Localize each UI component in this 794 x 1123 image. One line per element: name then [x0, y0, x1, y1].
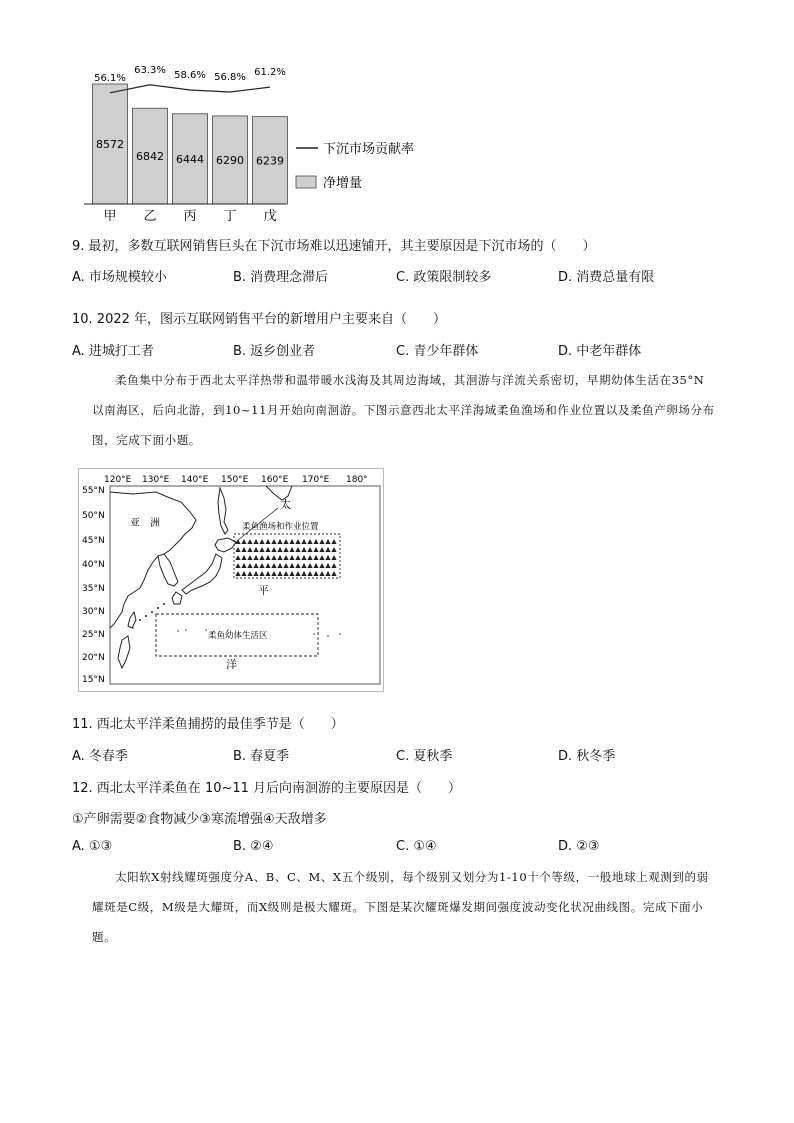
- question-12-stem: 12. 西北太平洋柔鱼在 10~11 月后向南洄游的主要原因是（ ）: [72, 781, 462, 796]
- category-label: 甲: [103, 209, 117, 224]
- rate-value-label: 58.6%: [174, 70, 206, 81]
- question-11-stem: 11. 西北太平洋柔鱼捕捞的最佳季节是（ ）: [72, 717, 344, 732]
- rate-line: [110, 85, 270, 93]
- rate-value-label: 56.1%: [94, 72, 126, 84]
- q9-option-d[interactable]: D. 消费总量有限: [558, 270, 655, 285]
- lat-label: 45°N: [82, 536, 105, 546]
- lat-label: 25°N: [82, 630, 105, 640]
- q11-option-d[interactable]: D. 秋冬季: [558, 749, 616, 764]
- lon-label: 160°E: [261, 475, 289, 485]
- lat-label: 35°N: [82, 584, 105, 594]
- market-chart: [80, 60, 440, 230]
- bar-value-label: 6444: [176, 152, 204, 166]
- nw-pacific-map: [78, 468, 384, 692]
- lon-label: 130°E: [142, 475, 170, 485]
- fishing-ground-label: 柔鱼渔场和作业位置: [242, 522, 319, 532]
- q12-option-b[interactable]: B. ②④: [233, 839, 274, 854]
- rate-value-label: 56.8%: [214, 72, 246, 83]
- lon-label: 120°E: [104, 475, 132, 485]
- pacific-label-2: 平: [258, 584, 269, 597]
- lon-label: 140°E: [181, 475, 209, 485]
- passage-flare-text: 太阳软X射线耀斑强度分A、B、C、M、X五个级别，每个级别又划分为1-10十个等级，一般地球上观测到的弱耀斑是C级，M级是大耀斑，而X级则是极大耀斑。下图是某次耀斑爆发期间强度波动变化状况曲线图。完成下面小题。: [92, 870, 709, 944]
- q12-option-a[interactable]: A. ①③: [72, 839, 113, 854]
- legend-bar-label: 净增量: [323, 176, 363, 191]
- question-12-statements: ①产卵需要②食物减少③寒流增强④天敌增多: [72, 812, 327, 827]
- q9-option-c[interactable]: C. 政策限制较多: [396, 270, 492, 285]
- q10-option-d[interactable]: D. 中老年群体: [558, 344, 642, 359]
- q12-option-c[interactable]: C. ①④: [396, 839, 437, 854]
- rate-value-label: 61.2%: [254, 67, 286, 79]
- q12-option-d[interactable]: D. ②③: [558, 839, 600, 854]
- lat-label: 50°N: [82, 511, 105, 521]
- q11-option-a[interactable]: A. 冬春季: [72, 749, 128, 764]
- q11-option-c[interactable]: C. 夏秋季: [396, 749, 453, 764]
- lat-label: 30°N: [82, 607, 105, 617]
- q10-option-a[interactable]: A. 进城打工者: [72, 344, 154, 359]
- bar-value-label: 6842: [136, 150, 164, 164]
- passage-flare: [92, 862, 716, 952]
- legend-line-label: 下沉市场贡献率: [323, 142, 415, 157]
- bar-value-label: 8572: [96, 137, 124, 151]
- lon-label: 150°E: [221, 475, 249, 485]
- category-label: 戊: [263, 209, 277, 224]
- lat-label: 55°N: [82, 486, 105, 496]
- bar-value-label: 6290: [216, 153, 244, 167]
- pacific-label-1: 太: [280, 498, 291, 511]
- passage-squid: [92, 365, 716, 455]
- question-9-stem: 9. 最初，多数互联网销售巨头在下沉市场难以迅速铺开，其主要原因是下沉市场的（ ）: [72, 239, 596, 254]
- lon-label: 180°: [346, 475, 368, 485]
- passage-squid-text: 柔鱼集中分布于西北太平洋热带和温带暖水浅海及其周边海域，其洄游与洋流关系密切，早期幼体生活在35°N以南海区，后向北游，到10~11月开始向南洄游。下图示意西北太平洋海域柔鱼渔场和作业位置以及柔鱼产卵场分布图，完成下面小题。: [92, 373, 715, 447]
- pacific-label-3: 洋: [226, 658, 237, 671]
- lon-label: 170°E: [302, 475, 330, 485]
- category-label: 乙: [143, 209, 157, 224]
- lat-label: 40°N: [82, 560, 105, 570]
- juvenile-zone-label: 柔鱼幼体生活区: [208, 631, 268, 641]
- category-label: 丙: [183, 209, 197, 224]
- lat-label: 15°N: [82, 675, 105, 685]
- q9-option-b[interactable]: B. 消费理念滞后: [233, 270, 329, 285]
- rate-value-label: 63.3%: [134, 64, 166, 76]
- legend-bar-swatch: [296, 176, 316, 188]
- question-10-stem: 10. 2022 年，图示互联网销售平台的新增用户主要来自（ ）: [72, 312, 447, 327]
- q11-option-b[interactable]: B. 春夏季: [233, 749, 290, 764]
- q9-option-a[interactable]: A. 市场规模较小: [72, 270, 167, 285]
- lat-label: 20°N: [82, 653, 105, 663]
- q10-option-b[interactable]: B. 返乡创业者: [233, 344, 316, 359]
- bar-value-label: 6239: [256, 154, 284, 168]
- q10-option-c[interactable]: C. 青少年群体: [396, 344, 479, 359]
- category-label: 丁: [223, 209, 237, 224]
- asia-label: 亚 洲: [130, 518, 160, 529]
